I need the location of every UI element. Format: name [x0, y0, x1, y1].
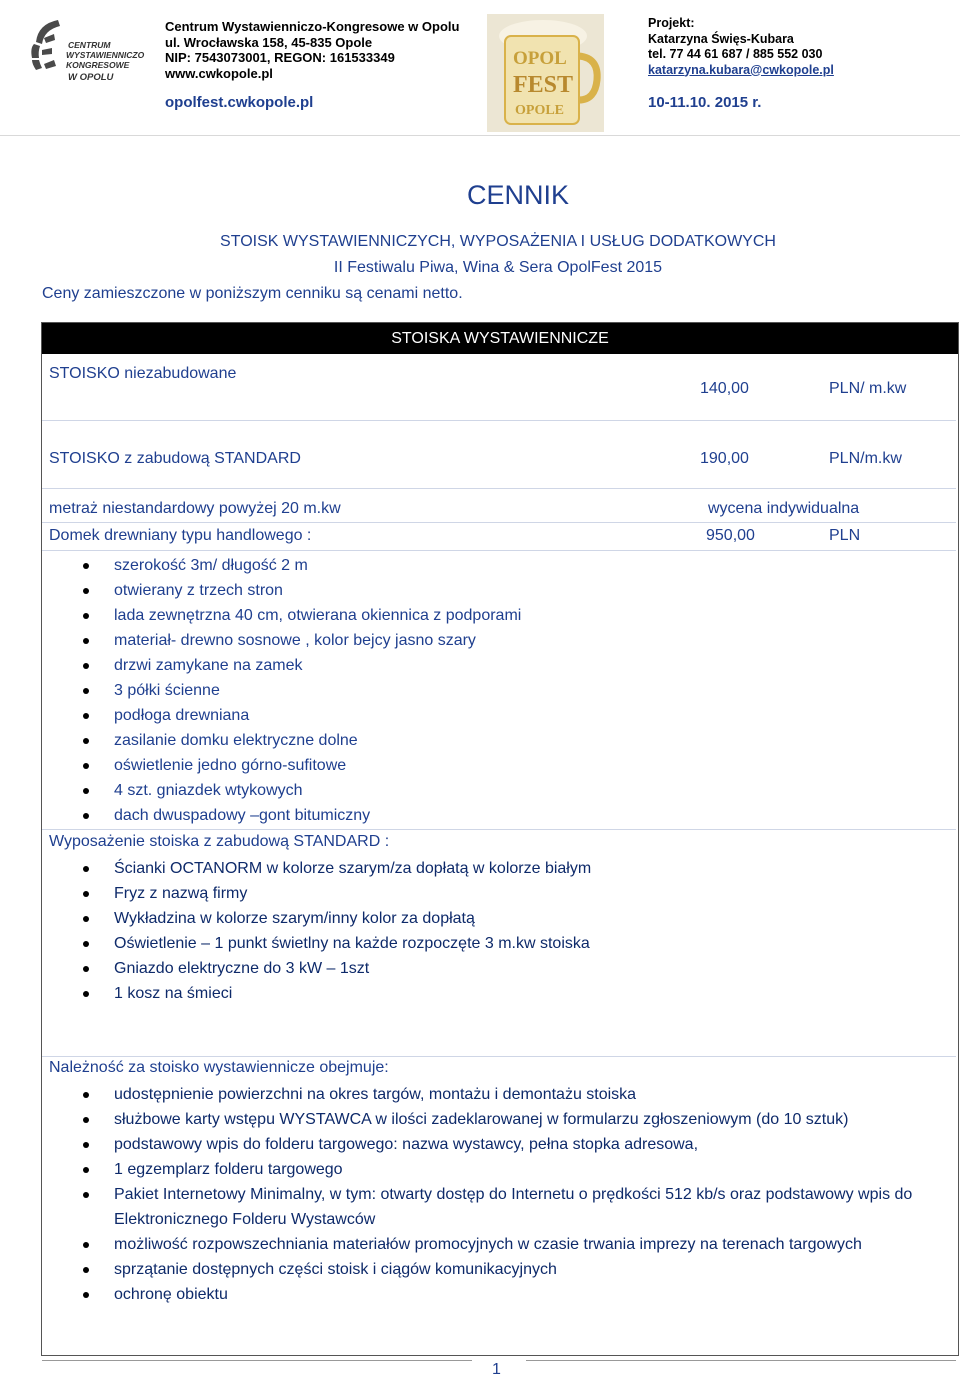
list-item: służbowe karty wstępu WYSTAWCA w ilości zadeklarowanej w formularzu zgłoszeniowym (do 10 sztuk) [42, 1107, 922, 1132]
row-separator-4 [42, 550, 956, 551]
subtitle-1: STOISK WYSTAWIENNICZYCH, WYPOSAŻENIA I USŁUG DODATKOWYCH [220, 233, 776, 250]
footer-rule-right [526, 1360, 956, 1361]
standard-heading: Wyposażenie stoiska z zabudową STANDARD : [49, 833, 390, 850]
bullet-icon [83, 1167, 89, 1173]
section-bar: STOISKA WYSTAWIENNICZE [42, 323, 958, 354]
row-metraz-label: metraż niestandardowy powyżej 20 m.kw [49, 500, 341, 517]
list-item: możliwość rozpowszechniania materiałów promocyjnych w czasie trwania imprezy na terenach targowych [42, 1232, 922, 1257]
bullet-icon [83, 1142, 89, 1148]
center-address: ul. Wrocławska 158, 45-835 Opole [165, 34, 373, 50]
list-item: lada zewnętrzna 40 cm, otwierana okiennica z podporami [42, 603, 956, 628]
list-item: Oświetlenie – 1 punkt świetlny na każde rozpoczęte 3 m.kw stoiska [42, 931, 682, 956]
list-item: Pakiet Internetowy Minimalny, w tym: otwarty dostęp do Internetu o prędkości 512 kb/s oraz podstawowy wpis do Elektronicznego Folderu Wystawców [42, 1182, 922, 1232]
standard-features [42, 856, 682, 1006]
list-item: podłoga drewniana [42, 703, 956, 728]
row-separator-5 [42, 829, 956, 830]
row-domek-unit: PLN [829, 527, 861, 544]
bullet-icon [83, 588, 89, 594]
row-separator-1 [42, 420, 956, 421]
row-domek-label: Domek drewniany typu handlowego : [49, 527, 312, 544]
list-item: ochronę obiektu [42, 1282, 922, 1307]
row-niezabudowane-label: STOISKO niezabudowane [49, 365, 237, 382]
bullet-icon [83, 563, 89, 569]
list-item: 4 szt. gniazdek wtykowych [42, 778, 956, 803]
opolfest-logo [487, 14, 604, 132]
list-item: Fryz z nazwą firmy [42, 881, 682, 906]
row-separator-6 [42, 1056, 956, 1057]
project-contact [648, 16, 834, 78]
event-date: 10-11.10. 2015 r. [648, 94, 762, 111]
bullet-icon [83, 991, 89, 997]
bullet-icon [83, 866, 89, 872]
page-title: CENNIK [466, 180, 569, 210]
list-item: 1 egzemplarz folderu targowego [42, 1157, 922, 1182]
footer-rule-left [42, 1360, 472, 1361]
domek-features [42, 553, 956, 828]
logo-fest: FEST [513, 72, 574, 98]
bullet-icon [83, 941, 89, 947]
center-name: Centrum Wystawienniczo-Kongresowe w Opolu [165, 19, 460, 34]
row-niezabudowane-price: 140,00 [700, 380, 749, 397]
list-item: udostępnienie powierzchni na okres targów, montażu i demontażu stoiska [42, 1082, 922, 1107]
row-standard-unit: PLN/m.kw [829, 450, 902, 467]
row-separator-3 [42, 522, 956, 523]
list-item: Ścianki OCTANORM w kolorze szarym/za dopłatą w kolorze białym [42, 856, 682, 881]
bullet-icon [83, 813, 89, 819]
list-item: dach dwuspadowy –gont bitumiczny [42, 803, 956, 828]
bullet-icon [83, 916, 89, 922]
bullet-icon [83, 1192, 89, 1198]
bullet-icon [83, 788, 89, 794]
list-item: podstawowy wpis do folderu targowego: nazwa wystawcy, pełna stopka adresowa, [42, 1132, 922, 1157]
bullet-icon [83, 1242, 89, 1248]
subtitle-2: II Festiwalu Piwa, Wina & Sera OpolFest 2015 [333, 259, 663, 276]
list-item: zasilanie domku elektryczne dolne [42, 728, 956, 753]
logo-text-1: CENTRUM [68, 40, 111, 50]
cwk-logo [28, 14, 153, 92]
list-item: oświetlenie jedno górno-sufitowe [42, 753, 956, 778]
bullet-icon [83, 1292, 89, 1298]
row-standard-price: 190,00 [700, 450, 749, 467]
naleznosc-features [42, 1082, 922, 1307]
row-domek-price: 950,00 [706, 527, 755, 544]
bullet-icon [83, 891, 89, 897]
header-divider [0, 135, 960, 136]
row-metraz-price: wycena indywidualna [708, 500, 860, 517]
center-www[interactable]: www.cwkopole.pl [165, 65, 273, 81]
list-item: 1 kosz na śmieci [42, 981, 682, 1006]
list-item: Gniazdo elektryczne do 3 kW – 1szt [42, 956, 682, 981]
netto-note: Ceny zamieszczone w poniższym cenniku są cenami netto. [42, 285, 463, 302]
contact-email-link[interactable]: katarzyna.kubara@cwkopole.pl [648, 62, 834, 77]
bullet-icon [83, 663, 89, 669]
bullet-icon [83, 738, 89, 744]
list-item: szerokość 3m/ długość 2 m [42, 553, 956, 578]
list-item: Wykładzina w kolorze szarym/inny kolor za dopłatą [42, 906, 682, 931]
bullet-icon [83, 966, 89, 972]
list-item: materiał- drewno sosnowe , kolor bejcy jasno szary [42, 628, 956, 653]
bullet-icon [83, 688, 89, 694]
bullet-icon [83, 1117, 89, 1123]
logo-text-4: W OPOLU [68, 72, 114, 83]
festival-url[interactable]: opolfest.cwkopole.pl [165, 94, 314, 111]
list-item: sprzątanie dostępnych części stoisk i ciągów komunikacyjnych [42, 1257, 922, 1282]
bullet-icon [83, 613, 89, 619]
list-item: otwierany z trzech stron [42, 578, 956, 603]
project-label: Projekt: [648, 16, 695, 30]
row-niezabudowane-unit: PLN/ m.kw [829, 380, 907, 397]
organizer-info [165, 19, 459, 81]
list-item: drzwi zamykane na zamek [42, 653, 956, 678]
bullet-icon [83, 1092, 89, 1098]
logo-opol: OPOL [513, 48, 567, 69]
contact-name: Katarzyna Święs-Kubara [648, 31, 794, 46]
row-separator-2 [42, 488, 956, 489]
logo-text-3: KONGRESOWE [66, 60, 130, 70]
list-item: 3 półki ścienne [42, 678, 956, 703]
page-number: 1 [492, 1361, 501, 1378]
logo-opole: OPOLE [515, 103, 565, 118]
bullet-icon [83, 763, 89, 769]
naleznosc-heading: Należność za stoisko wystawiennicze obejmuje: [49, 1059, 389, 1076]
row-standard-label: STOISKO z zabudową STANDARD [49, 450, 301, 467]
bullet-icon [83, 1267, 89, 1273]
contact-tel: tel. 77 44 61 687 / 885 552 030 [648, 47, 823, 61]
bullet-icon [83, 713, 89, 719]
center-nip: NIP: 7543073001, REGON: 161533349 [165, 50, 395, 65]
bullet-icon [83, 638, 89, 644]
logo-text-2: WYSTAWIENNICZO [66, 50, 145, 60]
